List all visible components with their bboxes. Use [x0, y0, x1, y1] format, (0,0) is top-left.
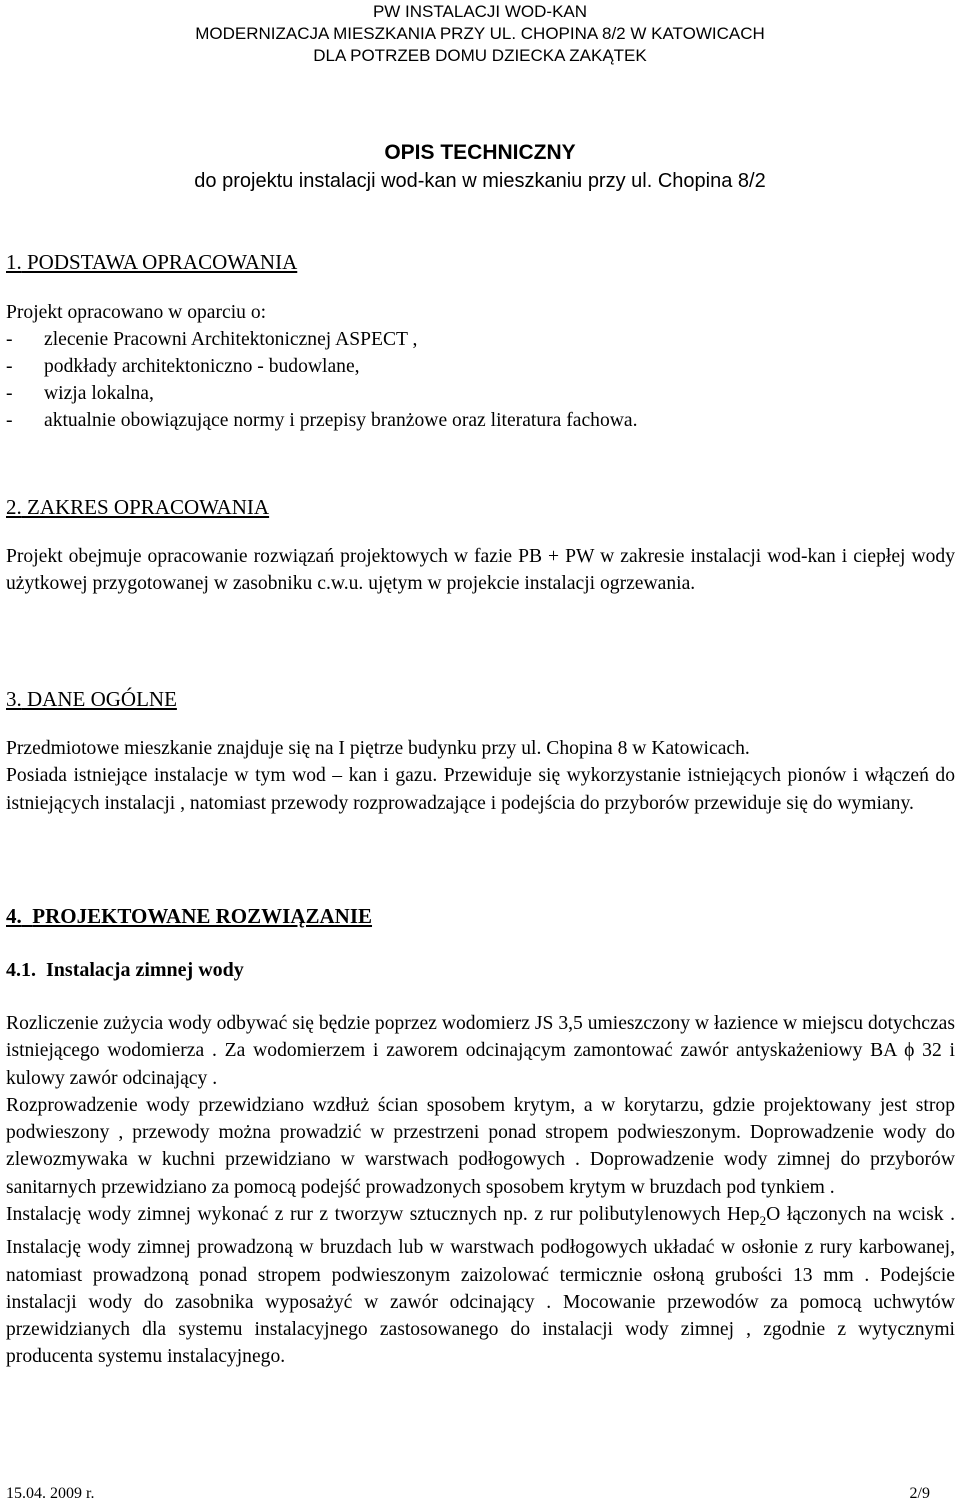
section-2-title: ZAKRES OPRACOWANIA	[27, 495, 270, 519]
section-4-paragraph-2: Rozprowadzenie wody przewidziano wzdłuż ścian sposobem krytym, a w korytarzu, gdzie projektowany jest strop podwieszony , przewody można prowadzić w przestrzeni ponad stropem podwieszonym. Doprowadzenie wody do zlewozmywaka w kuchni przewidziano w warstwach podłogowych . Doprowadzenie wody zimnej do przyborów sanitarnych przewidziano za pomocą podejść prowadzonych sposobem krytym w bruzdach pod tynkiem .	[6, 1094, 955, 1198]
subsection-4-1-heading	[6, 956, 955, 984]
section-3-body-2: Posiada istniejące instalacje w tym wod – kan i gazu. Przewiduje się wykorzystanie istniejących pionów i włączeń do istniejących instalacji , natomiast przewody rozprowadzające i podejścia do przyborów przewiduje się do wymiany.	[6, 765, 955, 814]
section-4-paragraph-1: Rozliczenie zużycia wody odbywać się będzie poprzez wodomierz JS 3,5 umieszczony w łazience w miejscu dotychczas istniejącego wodomierza . Za wodomierzem i zaworem odcinającym zamontować zawór antyskażeniowy BA ϕ 32 i kulowy zawór odcinający .	[6, 1013, 955, 1089]
section-1-intro: Projekt opracowano w oparciu o:	[6, 302, 267, 323]
section-2-body: Projekt obejmuje opracowanie rozwiązań projektowych w fazie PB + PW w zakresie instalacji wod-kan i ciepłej wody użytkowej przygotowanej w zasobniku c.w.u. ujętym w projekcie instalacji ogrzewania.	[6, 546, 955, 595]
section-4-paragraph-3: Instalację wody zimnej wykonać z rur z tworzyw sztucznych np. z rur polibutylenowych Hep$_2$O łączonych na wcisk . Instalację wody zimnej prowadzoną w bruzdach lub w warstwach podłogowych układać w osłonie z rury karbowanej, natomiast prowadzoną ponad stropem podwieszonym zaizolować termicznie osłoną grubości 13 mm . Podejście instalacji wody do zasobnika wyposażyć w zawór odcinający . Mocowanie przewodów za pomocą uchwytów przewidzianych dla systemu instalacyjnego zastosowanego do instalacji wody zimnej , zgodnie z wytycznymi producenta systemu instalacyjnego.	[6, 1204, 955, 1368]
section-1-heading	[6, 248, 955, 276]
section-3	[6, 685, 955, 817]
header-line-2: MODERNIZACJA MIESZKANIA PRZY UL. CHOPINA 8/2 W KATOWICACH	[195, 24, 765, 43]
section-3-number: 3.	[6, 687, 22, 711]
section-4-heading	[6, 902, 955, 930]
section-4-number: 4.	[6, 904, 22, 928]
list-item: - zlecenie Pracowni Architektonicznej ASPECT ,	[6, 329, 418, 351]
subsection-4-1-number: 4.1.	[6, 959, 36, 981]
document-title: OPIS TECHNICZNY	[384, 141, 576, 164]
section-3-heading	[6, 685, 955, 713]
subsection-4-1-title: Instalacja zimnej wody	[46, 959, 244, 981]
footer-date: 15.04. 2009 r.	[6, 1485, 95, 1502]
list-item: - wizja lokalna,	[6, 383, 154, 405]
list-item: - aktualnie obowiązujące normy i przepisy branżowe oraz literatura fachowa.	[6, 410, 638, 432]
page-number: 2/9	[909, 1485, 930, 1502]
document-header	[0, 1, 960, 67]
basis-list	[6, 326, 955, 434]
section-4-title: PROJEKTOWANE ROZWIĄZANIE	[32, 904, 373, 928]
section-4	[6, 902, 955, 1371]
section-2	[6, 493, 955, 598]
section-2-heading	[6, 493, 955, 521]
document-subtitle: do projektu instalacji wod-kan w mieszkaniu przy ul. Chopina 8/2	[194, 170, 766, 192]
section-1	[6, 248, 955, 434]
header-line-3: DLA POTRZEB DOMU DZIECKA ZAKĄTEK	[313, 46, 647, 65]
section-3-title: DANE OGÓLNE	[27, 687, 177, 711]
section-1-number: 1.	[6, 250, 22, 274]
section-3-body-1: Przedmiotowe mieszkanie znajduje się na I piętrze budynku przy ul. Chopina 8 w Katowicach.	[6, 738, 750, 759]
header-line-1: PW INSTALACJI WOD-KAN	[372, 2, 588, 21]
title-block	[0, 139, 960, 195]
section-2-number: 2.	[6, 495, 22, 519]
section-1-title: PODSTAWA OPRACOWANIA	[27, 250, 298, 274]
list-item: - podkłady architektoniczno - budowlane,	[6, 356, 360, 378]
